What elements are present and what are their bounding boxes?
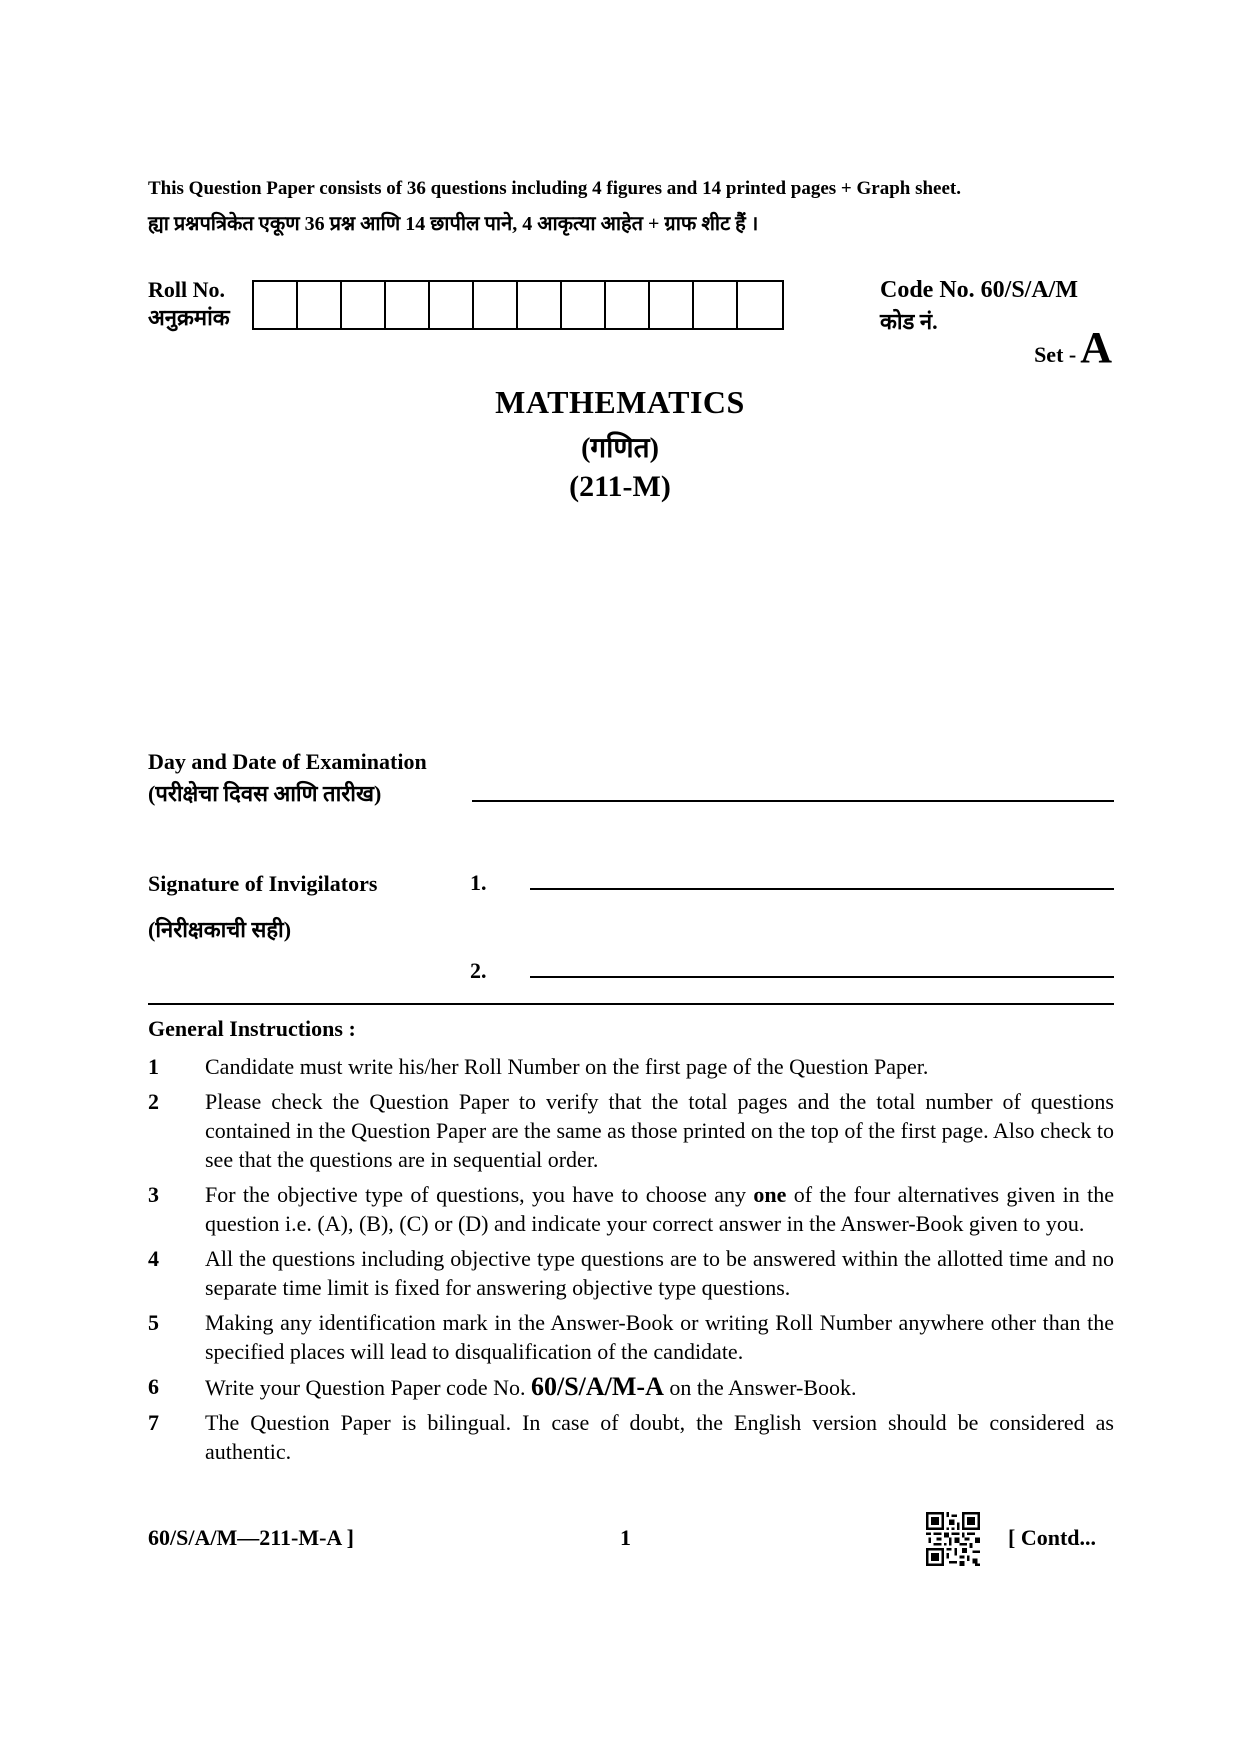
section-divider [148, 1003, 1114, 1005]
instruction-text [205, 1180, 1114, 1238]
roll-number-box[interactable] [254, 282, 298, 328]
invigilator-2-line[interactable] [530, 976, 1114, 978]
roll-number-box[interactable] [518, 282, 562, 328]
roll-number-boxes[interactable] [252, 280, 784, 330]
header-hindi: ह्या प्रश्नपत्रिकेत एकूण 36 प्रश्न आणि 14 छापील पाने, 4 आकृत्या आहेत + ग्राफ शीट हैं । [148, 213, 759, 235]
invigilator-1-line[interactable] [530, 888, 1114, 890]
instruction-item [148, 1244, 1114, 1302]
instruction-number: 5 [148, 1310, 159, 1335]
instruction-item [148, 1408, 1114, 1466]
page-number: 1 [620, 1525, 631, 1550]
qr-code-icon [926, 1512, 980, 1566]
instruction-text-part: of the four alternatives given in the question i.e. (A), (B), (C) or (D) and indicate your correct answer in the Answer-Book given to you. [205, 1182, 1114, 1236]
continued-label: [ Contd... [1008, 1525, 1097, 1550]
instruction-text: Making any identification mark in the Answer-Book or writing Roll Number anywhere other than the specified places will lead to disqualification of the candidate. [205, 1310, 1114, 1364]
roll-number-box[interactable] [738, 282, 782, 328]
instruction-number: 4 [148, 1246, 159, 1271]
instruction-item [148, 1052, 1114, 1081]
set-text: Set - [1034, 342, 1077, 367]
set-letter: A [1080, 323, 1112, 372]
instruction-text-part: For the objective type of questions, you have to choose any [205, 1182, 754, 1207]
instruction-text-part: on the Answer-Book. [663, 1375, 857, 1400]
roll-number-box[interactable] [342, 282, 386, 328]
roll-number-box[interactable] [298, 282, 342, 328]
instructions-list [148, 1052, 1114, 1472]
instruction-text [205, 1372, 1114, 1402]
exam-date-label-hi: (परीक्षेचा दिवस आणि तारीख) [148, 781, 382, 806]
instruction-number: 7 [148, 1410, 159, 1435]
exam-date-line[interactable] [472, 800, 1114, 802]
roll-label [148, 276, 230, 332]
instruction-item [148, 1180, 1114, 1238]
exam-date-label [148, 746, 427, 810]
instruction-emphasis: 60/S/A/M-A [530, 1372, 664, 1401]
subject-title-hindi: (गणित) [581, 433, 659, 464]
header-english: This Question Paper consists of 36 questions including 4 figures and 14 printed pages + Graph sheet. [148, 178, 962, 199]
roll-number-box[interactable] [386, 282, 430, 328]
code-label-en: Code No. 60/S/A/M [880, 277, 1078, 303]
roll-label-hi: अनुक्रमांक [148, 305, 230, 330]
invigilator-label-en: Signature of Invigilators [148, 871, 378, 896]
instruction-text: The Question Paper is bilingual. In case of doubt, the English version should be considered as authentic. [205, 1410, 1114, 1464]
subject-title: MATHEMATICS [495, 384, 745, 420]
instruction-emphasis: one [753, 1182, 787, 1207]
exam-date-label-en: Day and Date of Examination [148, 749, 427, 774]
instruction-text: All the questions including objective type questions are to be answered within the allotted time and no separate time limit is fixed for answering objective type questions. [205, 1246, 1114, 1300]
roll-number-box[interactable] [650, 282, 694, 328]
set-indicator [1034, 322, 1112, 373]
invigilator-2-number: 2. [470, 958, 487, 983]
instruction-number: 1 [148, 1054, 159, 1079]
footer-code: 60/S/A/M—211-M-A ] [148, 1525, 354, 1550]
roll-label-en: Roll No. [148, 277, 225, 302]
roll-number-box[interactable] [562, 282, 606, 328]
roll-number-box[interactable] [694, 282, 738, 328]
roll-number-box[interactable] [606, 282, 650, 328]
instruction-item [148, 1372, 1114, 1402]
instructions-title: General Instructions : [148, 1016, 356, 1041]
subject-code: (211-M) [569, 470, 671, 503]
instruction-text: Candidate must write his/her Roll Number on the first page of the Question Paper. [205, 1054, 929, 1079]
instruction-text-part: Write your Question Paper code No. [205, 1375, 531, 1400]
instruction-number: 2 [148, 1089, 159, 1114]
roll-number-box[interactable] [474, 282, 518, 328]
instruction-number: 6 [148, 1374, 159, 1399]
instruction-number: 3 [148, 1182, 159, 1207]
invigilator-label-hi: (निरीक्षकाची सही) [148, 917, 292, 942]
roll-number-box[interactable] [430, 282, 474, 328]
instruction-text: Please check the Question Paper to verify that the total pages and the total number of questions contained in the Question Paper are the same as those printed on the top of the first page. Also check to see that the questions are in sequential order. [205, 1089, 1114, 1172]
code-label-hi: कोड नं. [880, 309, 938, 334]
instruction-item [148, 1087, 1114, 1174]
instruction-item [148, 1308, 1114, 1366]
invigilator-1-number: 1. [470, 870, 487, 895]
